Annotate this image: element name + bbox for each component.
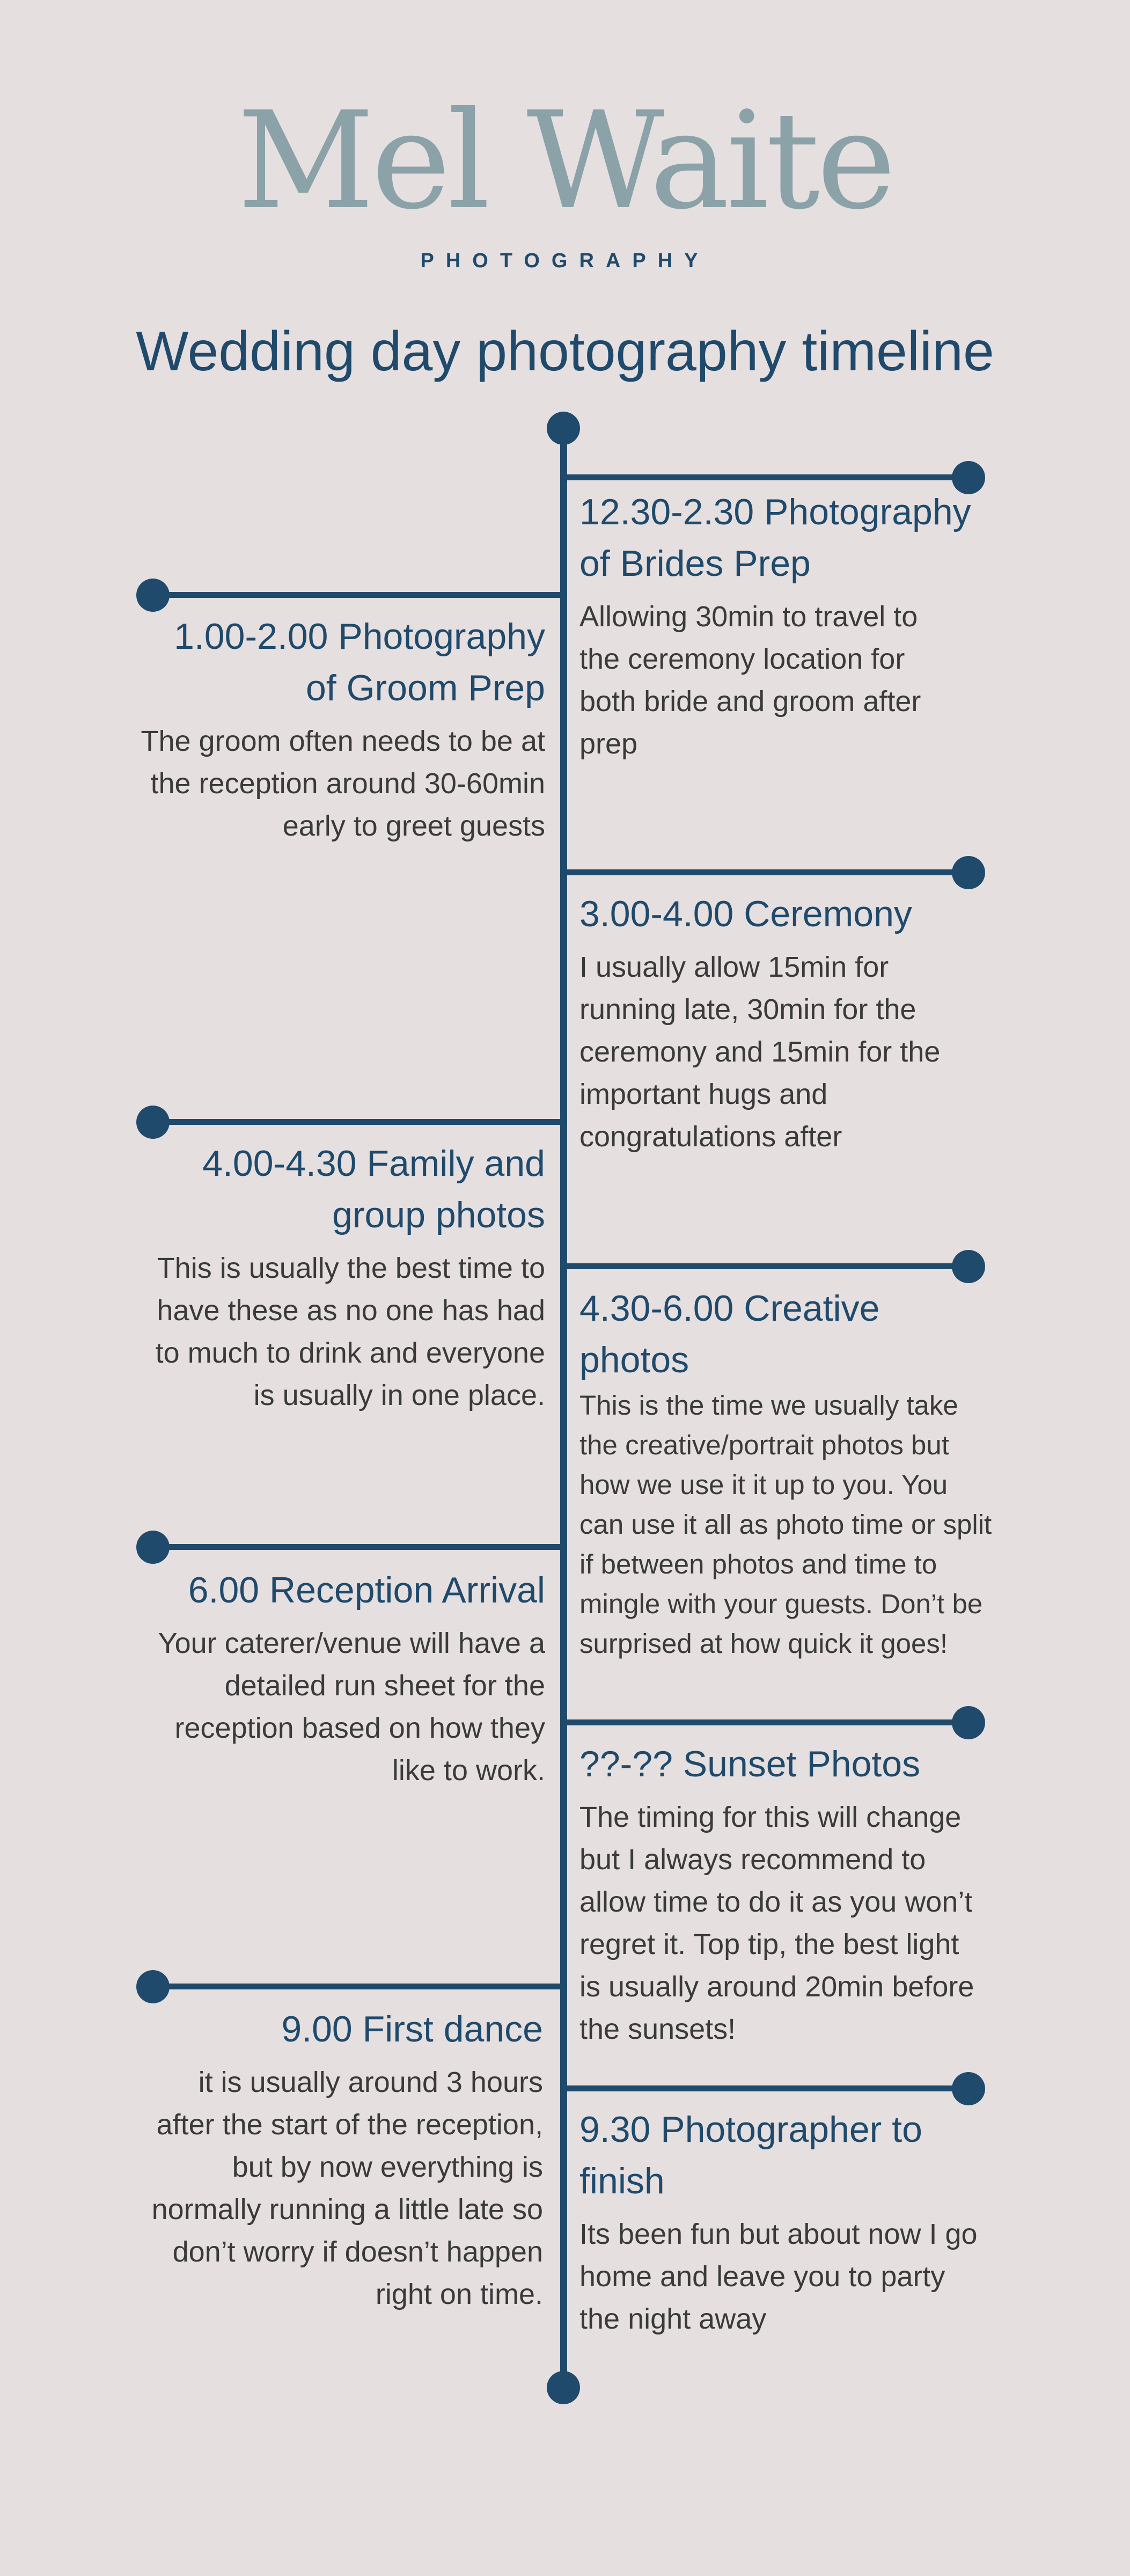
connector-dot-ceremony bbox=[952, 856, 985, 889]
timeline-start-dot bbox=[547, 412, 580, 445]
connector-groom-prep bbox=[153, 592, 563, 598]
event-time: 1.00-2.00 Photography of Groom Prep bbox=[174, 616, 545, 708]
connector-first-dance bbox=[153, 1984, 563, 1989]
timeline-line bbox=[560, 428, 567, 2388]
connector-family bbox=[153, 1119, 563, 1125]
event-brides-prep bbox=[579, 486, 993, 765]
brand-subtitle: PHOTOGRAPHY bbox=[420, 250, 710, 272]
event-time: 9.00 First dance bbox=[281, 2009, 543, 2050]
connector-creative bbox=[563, 1263, 968, 1269]
event-time: 4.00-4.30 Family and group photos bbox=[202, 1143, 545, 1235]
timeline-end-dot bbox=[547, 2371, 580, 2404]
event-time: 4.30-6.00 Creative photos bbox=[579, 1288, 880, 1380]
event-description: This is usually the best time to have these as no one has had to much to drink and everyone is usually in one place. bbox=[155, 1252, 545, 1411]
connector-reception bbox=[153, 1544, 563, 1550]
event-description: Its been fun but about now I go home and leave you to party the night away bbox=[579, 2218, 978, 2335]
event-sunset bbox=[579, 1738, 987, 2051]
event-time: 6.00 Reception Arrival bbox=[188, 1570, 545, 1611]
connector-dot-groom-prep bbox=[136, 579, 170, 612]
connector-ceremony bbox=[563, 869, 968, 875]
event-ceremony bbox=[579, 888, 987, 1158]
connector-dot-first-dance bbox=[136, 1970, 170, 2003]
event-creative bbox=[579, 1283, 993, 1664]
connector-dot-reception bbox=[136, 1531, 170, 1564]
event-description: Allowing 30min to travel to the ceremony location for both bride and groom after prep bbox=[579, 601, 921, 760]
event-time: 12.30-2.30 Photography of Brides Prep bbox=[579, 492, 971, 584]
event-family bbox=[134, 1138, 545, 1417]
event-time: 9.30 Photographer to finish bbox=[579, 2109, 922, 2201]
event-time: ??-?? Sunset Photos bbox=[579, 1744, 921, 1784]
connector-dot-sunset bbox=[952, 1706, 985, 1739]
event-time: 3.00-4.00 Ceremony bbox=[579, 894, 912, 934]
connector-dot-finish bbox=[952, 2072, 985, 2105]
event-description: This is the time we usually take the creative/portrait photos but how we use it it up to you. You can use it all as photo time or split if between photos and time to mingle with your guests. Don’t be surprised at how quick it goes! bbox=[579, 1390, 992, 1659]
event-description: I usually allow 15min for running late, 30min for the ceremony and 15min for the important hugs and congratulations after bbox=[579, 951, 941, 1153]
event-description: The timing for this will change but I always recommend to allow time to do it as you won’t regret it. Top tip, the best light is usually around 20min before the sunsets! bbox=[579, 1801, 974, 2045]
brand-logo: Mel Waite bbox=[237, 83, 893, 239]
connector-brides-prep bbox=[563, 474, 968, 480]
connector-dot-family bbox=[136, 1106, 170, 1139]
event-groom-prep bbox=[140, 611, 545, 847]
event-description: Your caterer/venue will have a detailed run sheet for the reception based on how they like to work. bbox=[158, 1627, 545, 1787]
event-reception bbox=[134, 1564, 545, 1792]
event-first-dance bbox=[134, 2003, 543, 2316]
event-description: The groom often needs to be at the reception around 30-60min early to greet guests bbox=[141, 725, 545, 842]
connector-sunset bbox=[563, 1719, 968, 1725]
event-description: it is usually around 3 hours after the start of the reception, but by now everything is normally running a little late so don’t worry if doesn’t happen right on time. bbox=[151, 2066, 543, 2310]
connector-dot-creative bbox=[952, 1250, 985, 1283]
event-finish bbox=[579, 2104, 987, 2340]
connector-finish bbox=[563, 2085, 968, 2091]
page-title: Wedding day photography timeline bbox=[136, 320, 994, 383]
